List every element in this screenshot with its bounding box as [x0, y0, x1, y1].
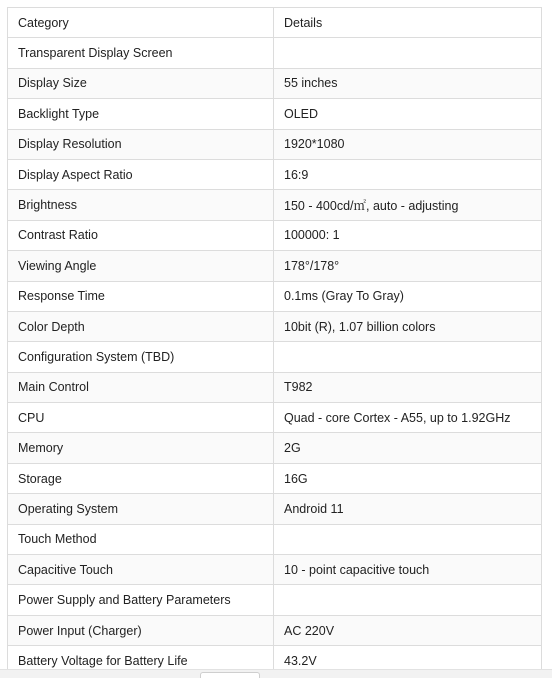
category-cell: Display Resolution [8, 129, 274, 159]
category-cell: CPU [8, 403, 274, 433]
table-row [8, 372, 542, 402]
category-cell: Configuration System (TBD) [8, 342, 274, 372]
horizontal-scrollbar[interactable] [0, 669, 552, 678]
category-cell: Memory [8, 433, 274, 463]
category-cell: Backlight Type [8, 99, 274, 129]
details-cell: OLED [274, 99, 542, 129]
category-cell: Contrast Ratio [8, 220, 274, 250]
table-row [8, 615, 542, 645]
category-cell: Brightness [8, 190, 274, 220]
table-row [8, 251, 542, 281]
details-cell: 55 inches [274, 68, 542, 98]
details-cell: 43.2V [274, 646, 542, 676]
spec-table [7, 7, 542, 677]
details-cell [274, 38, 542, 68]
table-header-row [8, 8, 542, 38]
category-cell: Power Input (Charger) [8, 615, 274, 645]
details-cell: 16G [274, 463, 542, 493]
scrollbar-thumb[interactable] [200, 672, 260, 678]
category-cell: Operating System [8, 494, 274, 524]
table-row [8, 281, 542, 311]
category-cell: Display Aspect Ratio [8, 159, 274, 189]
table-row [8, 585, 542, 615]
table-row [8, 403, 542, 433]
table-row [8, 463, 542, 493]
details-cell: 1920*1080 [274, 129, 542, 159]
table-row [8, 68, 542, 98]
details-cell: Android 11 [274, 494, 542, 524]
column-header-details: Details [274, 8, 542, 38]
table-row [8, 342, 542, 372]
table-row [8, 433, 542, 463]
table-row [8, 494, 542, 524]
category-cell: Display Size [8, 68, 274, 98]
details-cell: T982 [274, 372, 542, 402]
spec-table-container [7, 7, 541, 677]
category-cell: Power Supply and Battery Parameters [8, 585, 274, 615]
table-row [8, 555, 542, 585]
details-cell [274, 342, 542, 372]
details-cell: 10 - point capacitive touch [274, 555, 542, 585]
category-cell: Touch Method [8, 524, 274, 554]
category-cell: Capacitive Touch [8, 555, 274, 585]
category-cell: Battery Voltage for Battery Life [8, 646, 274, 676]
table-row [8, 99, 542, 129]
category-cell: Transparent Display Screen [8, 38, 274, 68]
details-cell: 10bit (R), 1.07 billion colors [274, 311, 542, 341]
table-row [8, 311, 542, 341]
details-cell: Quad - core Cortex - A55, up to 1.92GHz [274, 403, 542, 433]
category-cell: Response Time [8, 281, 274, 311]
table-row [8, 38, 542, 68]
table-body [8, 38, 542, 676]
column-header-category: Category [8, 8, 274, 38]
details-cell: 178°/178° [274, 251, 542, 281]
category-cell: Main Control [8, 372, 274, 402]
details-cell: 100000: 1 [274, 220, 542, 250]
table-row [8, 220, 542, 250]
table-row [8, 159, 542, 189]
details-cell: 16:9 [274, 159, 542, 189]
table-row [8, 129, 542, 159]
category-cell: Color Depth [8, 311, 274, 341]
details-cell [274, 524, 542, 554]
details-cell: 2G [274, 433, 542, 463]
table-row [8, 524, 542, 554]
details-cell [274, 585, 542, 615]
table-row [8, 190, 542, 220]
details-cell: 150 - 400cd/㎡, auto - adjusting [274, 190, 542, 220]
category-cell: Viewing Angle [8, 251, 274, 281]
details-cell: AC 220V [274, 615, 542, 645]
category-cell: Storage [8, 463, 274, 493]
details-cell: 0.1ms (Gray To Gray) [274, 281, 542, 311]
